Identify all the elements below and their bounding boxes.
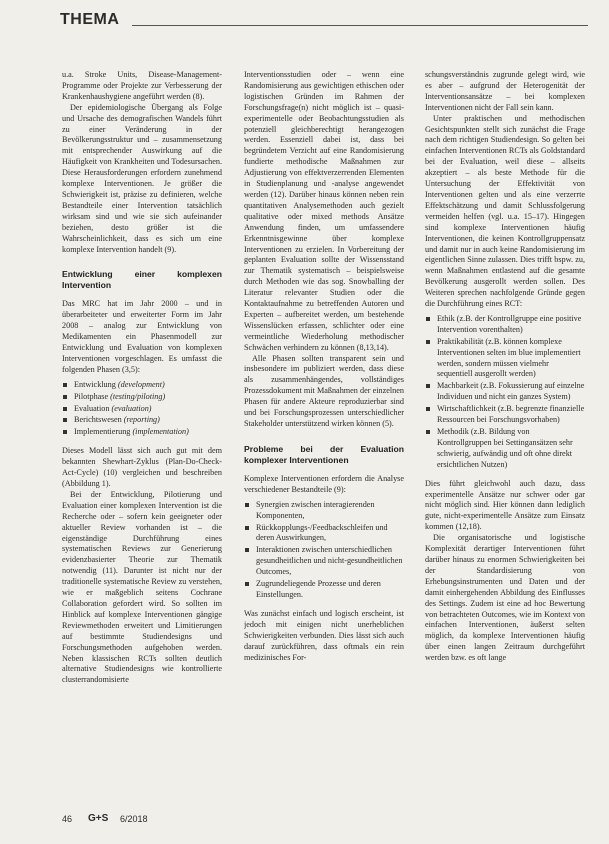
square-bullet-icon (245, 548, 249, 552)
text-column-1 (62, 70, 222, 800)
paragraph: Alle Phasen sollten transparent sein und insbesondere im publiziert werden, dass diese als zusammenhängendes, vollständiges Prozessdokument mit Maßnahmen der einzelnen Phasen für andere Akteure reproduzierbar sind und bei Forschungsprozessen unterschiedlicher Stakeholder unterstützend wirken können (5). (244, 353, 404, 428)
square-bullet-icon (426, 430, 430, 434)
section-heading: Entwicklung einer komplexen Intervention (62, 269, 222, 291)
section-heading: Probleme bei der Evaluation komplexer Interventionen (244, 443, 404, 465)
text-column-2 (244, 70, 404, 800)
square-bullet-icon (426, 407, 430, 411)
phase-list (62, 380, 222, 439)
paragraph: Komplexe Interventionen erfordern die Analyse verschiedener Bestandteile (9): (244, 473, 404, 494)
paragraph: Was zunächst einfach und logisch erscheint, ist jedoch mit einigen nicht unerheblichen Schwierigkeiten verbunden. Dies lässt sich auch darauf zurückführen, dass oftmals ein rein medizinisches For- (244, 608, 404, 662)
list-item: Praktikabilität (z.B. können komplexe Interventionen selten im blue implementiert werden, sondern müssen vielmehr sequentiell ausgerollt werden) (425, 337, 585, 381)
square-bullet-icon (63, 407, 67, 411)
square-bullet-icon (63, 383, 67, 387)
list-item: Evaluation (evaluation) (62, 404, 222, 415)
header-rule (132, 25, 588, 26)
square-bullet-icon (63, 430, 67, 434)
square-bullet-icon (426, 317, 430, 321)
reasons-list (425, 314, 585, 471)
component-list (244, 500, 404, 601)
list-item: Wirtschaftlichkeit (z.B. begrenzte finanzielle Ressourcen bei Forschungsvorhaben) (425, 404, 585, 426)
paragraph: Dies führt gleichwohl auch dazu, dass experimentelle Ansätze nur schwer oder gar nicht möglich sind. Hier können dann lediglich gute, nicht-experimentelle Ansätze zum Einsatz kommen (12,18). (425, 478, 585, 532)
paragraph: Das MRC hat im Jahr 2000 – und in überarbeiteter und erweiterter Form im Jahr 2008 – analog zur Entwicklung von Medikamenten ein Phasenmodell zur Entwicklung und Evaluation von komplexen Interventionen vorgeschlagen. Es umfasst die folgenden Phasen (3,5): (62, 299, 222, 374)
list-item: Zugrundeliegende Prozesse und deren Einstellungen. (244, 579, 404, 601)
square-bullet-icon (426, 340, 430, 344)
list-item: Pilotphase (testing/piloting) (62, 392, 222, 403)
page-number: 46 (62, 814, 73, 824)
issue-number: 6/2018 (120, 814, 148, 824)
list-item: Rückkopplungs-/Feedbackschleifen und deren Auswirkungen, (244, 523, 404, 545)
square-bullet-icon (245, 526, 249, 530)
square-bullet-icon (426, 384, 430, 388)
paragraph: Dieses Modell lässt sich auch gut mit dem bekannten Shewhart-Zyklus (Plan-Do-Check-Act-Cycle) (10) vergleichen und beschreiben (Abbildung 1). (62, 446, 222, 488)
list-item: Entwicklung (development) (62, 380, 222, 391)
section-title: THEMA (60, 11, 120, 28)
page-footer (62, 814, 262, 830)
square-bullet-icon (63, 418, 67, 422)
list-item: Berichtswesen (reporting) (62, 415, 222, 426)
square-bullet-icon (63, 395, 67, 399)
list-item: Synergien zwischen interagierenden Komponenten, (244, 500, 404, 522)
square-bullet-icon (245, 503, 249, 507)
paragraph: Der epidemiologische Übergang als Folge und Ursache des demografischen Wandels führt zu einer Veränderung in der Bevölkerungsstruktur und – zusammensetzung mit entsprechender Auswirkung auf die Häufigkeit von Krankheiten und Todesursachen. Diese Herausforderungen erfordern zunehmend komplexe Interventionen. Je größer die Schwierigkeit ist, präzise zu definieren, welche Bestandteile einer Intervention tatsächlich wirksam sind und wie sie sich aufeinander beziehen, desto größer ist die Wahrscheinlichkeit, dass es sich um eine komplexe Intervention handelt (9). (62, 102, 222, 254)
square-bullet-icon (245, 582, 249, 586)
paragraph: Bei der Entwicklung, Pilotierung und Evaluation einer komplexen Intervention ist die Recherche oder – sofern kein geeigneter oder aktueller Review vorhanden ist – die eigenständige Durchführung eines systematischen Reviews zur Generierung evidenzbasierter Theorie zur Thematik notwendig (11). Darunter ist nicht nur der traditionelle systematische Review zu verstehen, wie er maßgeblich seitens Cochrane Collaboration gefordert wird. So sollten im Hinblick auf komplexe Interventionen gängige Reviewmethoden erweitert und Limitierungen auf bestimmte Studiendesigns und Forschungsmethoden aufgehoben werden. Neben klassischen RCTs sollten deutlich alternative Studiendesigns wie kontrollierte clusterrandomisierte (62, 489, 222, 685)
list-item: Ethik (z.B. der Kontrollgruppe eine positive Intervention vorenthalten) (425, 314, 585, 336)
page-header (60, 11, 588, 35)
journal-name: G+S (88, 813, 109, 824)
list-item: Machbarkeit (z.B. Fokussierung auf einzelne Individuen und nicht ein ganzes System) (425, 381, 585, 403)
paragraph: u.a. Stroke Units, Disease-Management-Programme oder Projekte zur Verbesserung der Krankenhaushygiene angeführt werden (8). (62, 70, 222, 101)
paragraph: schungsverständnis zugrunde gelegt wird, wie es aber – aufgrund der Heterogenität der Interventionsansätze – bei komplexen Interventionen nicht der Fall sein kann. (425, 70, 585, 112)
list-item: Implementierung (implementation) (62, 427, 222, 438)
text-column-3 (425, 70, 585, 800)
list-item: Interaktionen zwischen unterschiedlichen gesundheitlichen und nicht-gesundheitlichen Outcomes, (244, 545, 404, 578)
paragraph: Die organisatorische und logistische Komplexität derartiger Interventionen führt darüber hinaus zu enormen Schwierigkeiten bei der Standardisierung von Erhebungsinstrumenten und Daten und der damit einhergehenden Abbildung des Einflusses des Settings. Zudem ist eine ad hoc Bewertung von betrachteten Outcomes, wie im Kontext von einfachen Interventionen, äußerst selten möglich, da komplexe Interventionen häufig über einen langen Zeitraum durchgeführt werden bzw. es oft lange (425, 533, 585, 663)
paragraph: Unter praktischen und methodischen Gesichtspunkten stellt sich zunächst die Frage nach dem richtigen Studiendesign. So gelten bei einfachen Interventionen RCTs als Goldstandard bei der Evaluation, weil diese – allseits akzeptiert – als beste Methode für die Untersuchung der Effektivität von Interventionen gelten und als eine verzerrte Effektschätzung und damit Schlussfolgerung vermeiden helfen (vgl. u.a. 15–17). Hingegen sind komplexe Interventionen häufig Interventionen, die keinen Kontrollgruppensatz und damit nur in auch keine Randomisierung im eigentlichen Sinne zulassen. Dies trifft bspw. zu, wenn Maßnahmen entlastend auf die gesamte Bevölkerung ausgerollt werden sollen. Des Weiteren sprechen nachfolgende Gründe gegen die Durchführung eines RCT: (425, 113, 585, 309)
paragraph: Interventionsstudien oder – wenn eine Randomisierung aus gewichtigen ethischen oder logistischen Gründen im Rahmen der Forschungsfrage(n) nicht möglich ist – quasi-experimentelle oder Beobachtungsstudien als potenziell gleichberechtigt herangezogen werden. Essenziell dabei ist, dass bei begründetem Verzicht auf eine Randomisierung fundierte methodische Maßnahmen zur Adjustierung von effektverzerrenden Elementen in Studienplanung und -analyse angewendet werden (12). Darüber hinaus können neben rein quantitativen Analysemethoden auch gezielt qualitative oder mixed methods Ansätze Anwendung finden, um umfassendere Erkenntnisgewinne über komplexe Interventionen zu erzielen. In Vorbereitung der geplanten Evaluation sollte der Wissensstand zur Thematik systematisch – beispielsweise durch Methoden wie das sog. Snowballing der Literatur relevanter Studien oder die Kontaktaufnahme zu betreffenden Autoren und Experten – aufbereitet werden, um bestehende Wissenslücken erfassen, schlichter oder eine vermeintliche Wiederholung methodischer Schwächen verhindern zu können (8,13,14). (244, 70, 404, 352)
list-item: Methodik (z.B. Bildung von Kontrollgruppen bei Settingansätzen sehr schwierig, aufwändig und oft ohne direkt ersichtlichen Nutzen) (425, 427, 585, 471)
